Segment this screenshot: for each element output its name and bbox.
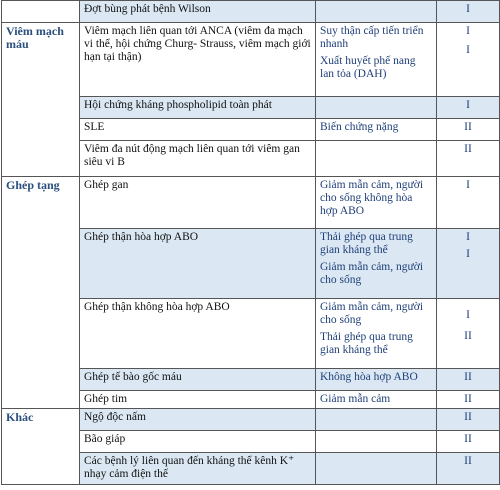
level-value: II xyxy=(464,371,472,383)
category-cell xyxy=(316,97,437,119)
level-cell xyxy=(437,453,500,485)
category-cell xyxy=(316,229,437,299)
level-cell xyxy=(437,23,500,97)
level-cell xyxy=(437,229,500,299)
level-value: I xyxy=(466,44,470,56)
table-row xyxy=(2,1,500,23)
category-cell xyxy=(316,409,437,431)
indication-cell: SLE xyxy=(80,119,316,141)
category-line: Giảm mẫn cảm, người cho sống không hòa hợp ABO xyxy=(320,179,424,217)
level-cell xyxy=(437,97,500,119)
indication-cell: Ngộ độc nấm xyxy=(80,409,316,431)
indication-cell: Bão giáp xyxy=(80,431,316,453)
category-line: Suy thận cấp tiến triển nhanh xyxy=(320,25,424,50)
category-cell xyxy=(316,23,437,97)
level-value: I xyxy=(466,248,470,260)
category-cell xyxy=(316,1,437,23)
table-row xyxy=(2,23,500,97)
level-value: II xyxy=(464,433,472,445)
indication-cell: Ghép gan xyxy=(80,177,316,229)
level-value: I xyxy=(466,231,470,243)
category-cell xyxy=(316,177,437,229)
indication-cell: Viêm mạch liên quan tới ANCA (viêm đa mạch vi thể, hội chứng Churg- Strauss, viêm mạch giới hạn tại thận) xyxy=(80,23,316,97)
indication-cell: Các bệnh lý liên quan đến kháng thể kênh K⁺ nhạy cảm điện thế xyxy=(80,453,316,485)
indication-cell: Ghép tim xyxy=(80,391,316,409)
level-value: II xyxy=(464,143,472,155)
indication-cell: Ghép thận hòa hợp ABO xyxy=(80,229,316,299)
table-row xyxy=(2,177,500,229)
group-cell xyxy=(2,1,80,23)
level-value: I xyxy=(466,99,470,111)
category-line: Không hòa hợp ABO xyxy=(320,371,418,383)
group-cell: Ghép tạng xyxy=(2,177,80,409)
level-value: I xyxy=(466,309,470,321)
level-cell xyxy=(437,1,500,23)
level-cell xyxy=(437,177,500,229)
level-cell xyxy=(437,119,500,141)
level-value: II xyxy=(464,330,472,342)
category-cell xyxy=(316,119,437,141)
level-value: II xyxy=(464,121,472,133)
level-cell xyxy=(437,409,500,431)
indication-cell: Ghép tế bào gốc máu xyxy=(80,369,316,391)
level-value: II xyxy=(464,393,472,405)
level-cell xyxy=(437,369,500,391)
level-value: II xyxy=(464,411,472,423)
category-line: Thải ghép qua trung gian kháng thể xyxy=(320,331,413,356)
category-line: Biến chứng nặng xyxy=(320,121,399,133)
table-row xyxy=(2,409,500,431)
category-line: Xuất huyết phế nang lan tỏa (DAH) xyxy=(320,55,416,80)
category-cell xyxy=(316,141,437,177)
level-value: I xyxy=(466,179,470,191)
indication-cell: Viêm đa nút động mạch liên quan tới viêm gan siêu vi B xyxy=(80,141,316,177)
level-cell xyxy=(437,299,500,369)
category-cell xyxy=(316,431,437,453)
category-cell xyxy=(316,391,437,409)
group-cell: Viêm mạch máu xyxy=(2,23,80,177)
level-value: II xyxy=(464,455,472,467)
category-cell xyxy=(316,299,437,369)
category-line: Thải ghép qua trung gian kháng thể xyxy=(320,231,413,256)
category-line: Giảm mẫn cảm, người cho sống xyxy=(320,261,424,286)
level-cell xyxy=(437,391,500,409)
indication-cell: Hội chứng kháng phospholipid toàn phát xyxy=(80,97,316,119)
indication-cell: Đợt bùng phát bệnh Wilson xyxy=(80,1,316,23)
category-line: Giảm mẫn cảm xyxy=(320,393,391,405)
indication-table xyxy=(1,0,500,485)
level-value: I xyxy=(466,3,470,15)
level-cell xyxy=(437,141,500,177)
category-cell xyxy=(316,369,437,391)
indication-cell: Ghép thận không hòa hợp ABO xyxy=(80,299,316,369)
level-cell xyxy=(437,431,500,453)
group-cell: Khác xyxy=(2,409,80,485)
category-cell xyxy=(316,453,437,485)
category-line: Giảm mẫn cảm, người cho sống xyxy=(320,301,424,326)
level-value: I xyxy=(466,25,470,37)
